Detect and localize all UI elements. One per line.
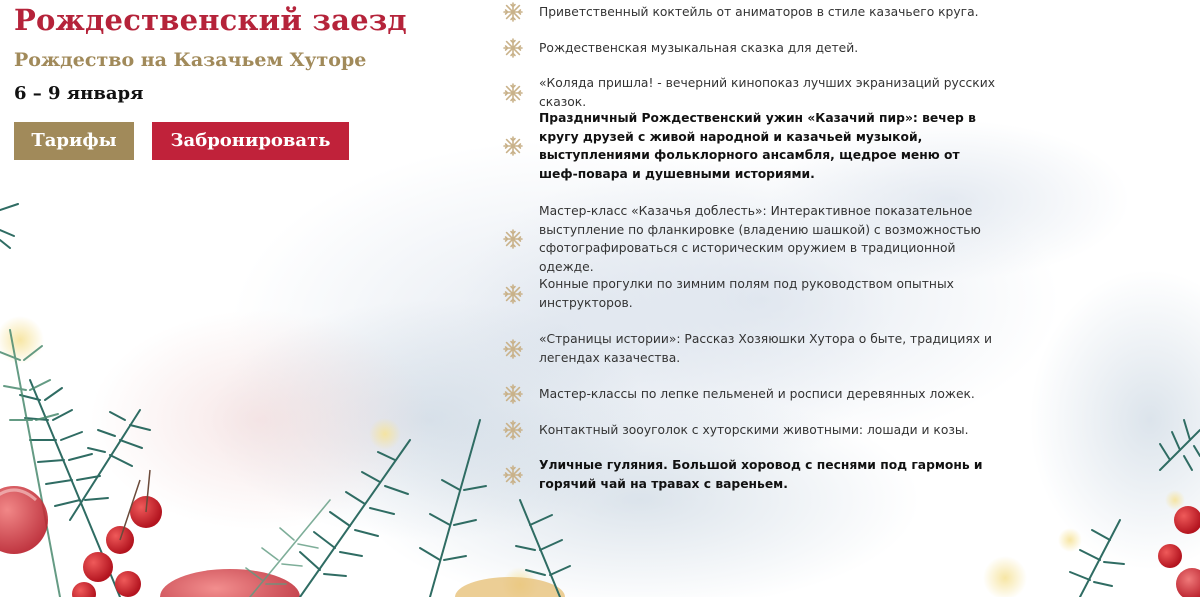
program-item-text: Праздничный Рождественский ужин «Казачий пир»: вечер в кругу друзей с живой народной и казачьей музыкой, выступлениями фольклорного ансамбля, щедрое меню от шеф-повара и душевными историями. <box>539 111 976 181</box>
snowflake-icon <box>503 229 523 249</box>
snowflake-icon <box>503 384 523 404</box>
program-item-text: «Коляда пришла! - вечерний кинопоказ лучших экранизаций русских сказок. <box>539 76 996 109</box>
book-button[interactable]: Забронировать <box>152 122 349 160</box>
event-subtitle: Рождество на Казачьем Хуторе <box>14 49 367 71</box>
snowflake-icon <box>503 83 523 103</box>
list-item <box>503 109 1003 183</box>
tariffs-button[interactable]: Тарифы <box>14 122 134 160</box>
action-buttons <box>14 122 484 160</box>
program-item-text: Приветственный коктейль от аниматоров в стиле казачьего круга. <box>539 4 979 19</box>
program-item-text: «Страницы истории»: Рассказ Хозяюшки Хутора о быте, традициях и легендах казачества. <box>539 332 992 365</box>
snowflake-icon <box>503 2 523 22</box>
snowflake-icon <box>503 465 523 485</box>
snowflake-icon <box>503 136 523 156</box>
program-item-text: Уличные гуляния. Большой хоровод с песнями под гармонь и горячий чай на травах с вареньем. <box>539 458 983 491</box>
event-header <box>14 0 484 160</box>
snowflake-icon <box>503 339 523 359</box>
snowflake-icon <box>503 38 523 58</box>
list-item <box>503 275 1003 312</box>
list-item <box>503 2 1003 22</box>
program-item-text: Контактный зооуголок с хуторскими животными: лошади и козы. <box>539 422 969 437</box>
list-item <box>503 38 1003 58</box>
list-item <box>503 74 1003 111</box>
snowflake-icon <box>503 284 523 304</box>
program-item-text: Рождественская музыкальная сказка для детей. <box>539 40 859 55</box>
list-item <box>503 420 1003 440</box>
list-item <box>503 202 1003 276</box>
snowflake-icon <box>503 420 523 440</box>
list-item <box>503 384 1003 404</box>
program-item-text: Мастер-классы по лепке пельменей и росписи деревянных ложек. <box>539 386 975 401</box>
list-item <box>503 330 1003 367</box>
program-item-text: Мастер-класс «Казачья доблесть»: Интерактивное показательное выступление по фланкировке (владению шашкой) с возможностью сфотографироваться с историческим оружием в традиционной одежде. <box>539 204 981 274</box>
program-item-text: Конные прогулки по зимним полям под руководством опытных инструкторов. <box>539 277 954 310</box>
event-title: Рождественский заезд <box>14 3 407 37</box>
list-item <box>503 456 1003 493</box>
event-dates: 6 – 9 января <box>14 83 144 104</box>
